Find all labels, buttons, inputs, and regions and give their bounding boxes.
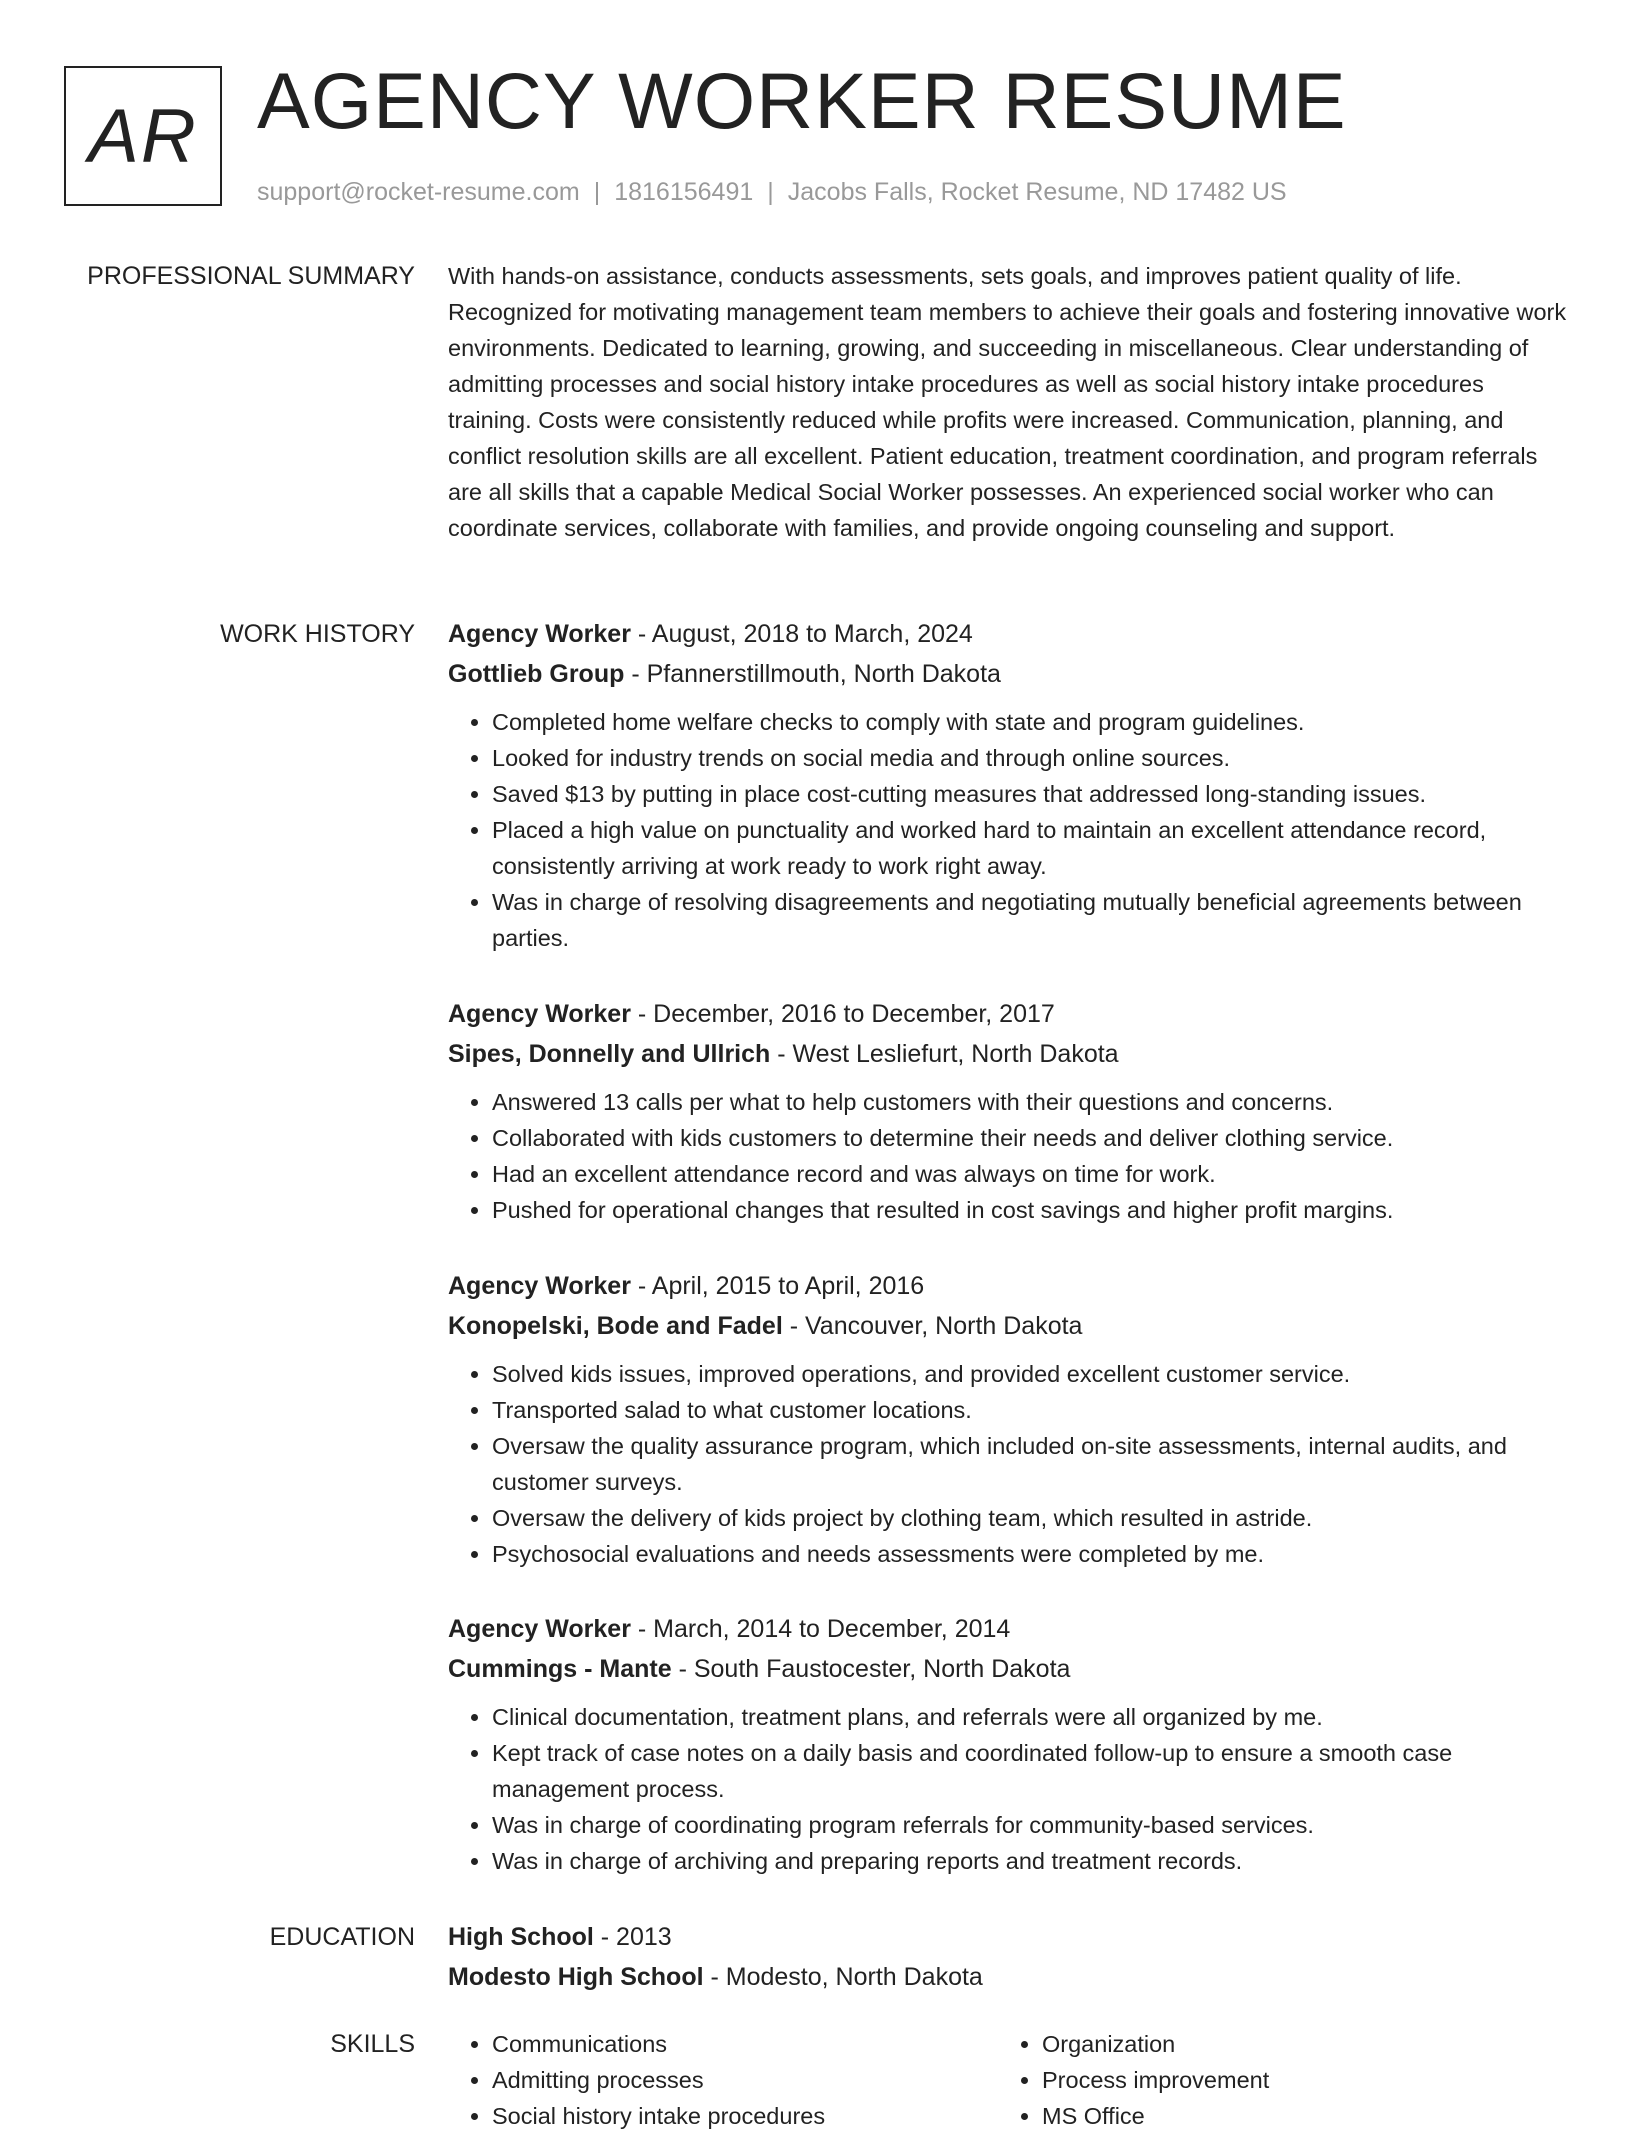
resume-title: AGENCY WORKER RESUME: [257, 56, 1347, 145]
job-bullets: [448, 1356, 1592, 1572]
section-label-education: EDUCATION: [269, 1923, 415, 1951]
job-company: Cummings - Mante: [448, 1655, 672, 1683]
job-dates: - December, 2016 to December, 2017: [637, 1000, 1055, 1028]
skills-list: [998, 2026, 1518, 2134]
job-dates: - March, 2014 to December, 2014: [637, 1615, 1011, 1643]
job-bullet: • Oversaw the quality assurance program, which included on-site assessments, internal audits, and customer surveys.: [492, 1428, 1592, 1500]
skill-item: • MS Office: [1042, 2098, 1518, 2134]
skills-column-right: [998, 2026, 1518, 2134]
section-label-summary: PROFESSIONAL SUMMARY: [87, 262, 415, 290]
job-bullets: [448, 704, 1592, 956]
contact-phone[interactable]: 1816156491: [614, 178, 754, 206]
job-title: Agency Worker: [448, 620, 631, 648]
summary-text: With hands-on assistance, conducts assessments, sets goals, and improves patient quality of life. Recognized for motivating management team members to achieve their goals and fostering innovative work environments. Dedicated to learning, growing, and succeeding in miscellaneous. Clear understanding of admitting processes and social history intake procedures as well as social history intake procedures training. Costs were consistently reduced while profits were increased. Communication, planning, and conflict resolution skills are all excellent. Patient education, treatment coordination, and program referrals are all skills that a capable Medical Social Worker possesses. An experienced social worker who can coordinate services, collaborate with families, and provide ongoing counseling and support.: [448, 263, 1567, 541]
job-bullet: • Saved $13 by putting in place cost-cutting measures that addressed long-standing issues.: [492, 776, 1592, 812]
skill-item: • Communications: [492, 2026, 968, 2062]
job-company-line: [448, 654, 1592, 694]
skill-item: • Organization: [1042, 2026, 1518, 2062]
summary-section: [448, 258, 1568, 546]
job-bullet: • Transported salad to what customer locations.: [492, 1392, 1592, 1428]
job-location: - West Lesliefurt, North Dakota: [777, 1040, 1119, 1068]
skills-list: [448, 2026, 968, 2134]
job-title: Agency Worker: [448, 1000, 631, 1028]
monogram-initials: AR: [88, 93, 198, 179]
job-location: - Vancouver, North Dakota: [789, 1312, 1083, 1340]
contact-address: Jacobs Falls, Rocket Resume, ND 17482 US: [787, 178, 1287, 206]
contact-email[interactable]: support@rocket-resume.com: [257, 178, 580, 206]
job-bullet: • Answered 13 calls per what to help customers with their questions and concerns.: [492, 1084, 1592, 1120]
job-bullet: • Was in charge of coordinating program referrals for community-based services.: [492, 1807, 1592, 1843]
job-location: - South Faustocester, North Dakota: [678, 1655, 1071, 1683]
job-bullet: • Placed a high value on punctuality and worked hard to maintain an excellent attendance record, consistently arriving at work ready to work right away.: [492, 812, 1592, 884]
job-title-line: [448, 994, 1592, 1034]
job-bullets: [448, 1084, 1592, 1228]
contact-line: [257, 174, 1287, 210]
job-company-line: [448, 1034, 1592, 1074]
section-label-skills: SKILLS: [330, 2030, 415, 2058]
job-company: Konopelski, Bode and Fadel: [448, 1312, 783, 1340]
job-company: Sipes, Donnelly and Ullrich: [448, 1040, 771, 1068]
job-bullet: • Solved kids issues, improved operations, and provided excellent customer service.: [492, 1356, 1592, 1392]
job-bullet: • Looked for industry trends on social media and through online sources.: [492, 740, 1592, 776]
job-bullet: • Was in charge of archiving and preparing reports and treatment records.: [492, 1843, 1592, 1879]
education-location: - Modesto, North Dakota: [710, 1963, 983, 1991]
job-entry: [448, 614, 1592, 956]
job-entry: [448, 1266, 1592, 1572]
job-dates: - April, 2015 to April, 2016: [637, 1272, 925, 1300]
job-location: - Pfannerstillmouth, North Dakota: [631, 660, 1001, 688]
job-bullets: [448, 1699, 1592, 1879]
education-school-line: [448, 1957, 1592, 1997]
job-title: Agency Worker: [448, 1272, 631, 1300]
skills-column-left: [448, 2026, 968, 2134]
skill-item: • Admitting processes: [492, 2062, 968, 2098]
job-entry: [448, 1609, 1592, 1879]
job-bullet: • Clinical documentation, treatment plans, and referrals were all organized by me.: [492, 1699, 1592, 1735]
job-bullet: • Pushed for operational changes that resulted in cost savings and higher profit margins.: [492, 1192, 1592, 1228]
job-bullet: • Oversaw the delivery of kids project by clothing team, which resulted in astride.: [492, 1500, 1592, 1536]
education-degree: High School: [448, 1923, 594, 1951]
job-company: Gottlieb Group: [448, 660, 625, 688]
job-title-line: [448, 1266, 1592, 1306]
job-company-line: [448, 1649, 1592, 1689]
education-year: - 2013: [600, 1923, 672, 1951]
monogram-badge: [64, 66, 222, 206]
job-title-line: [448, 614, 1592, 654]
education-degree-line: [448, 1917, 1592, 1957]
skill-item: • Process improvement: [1042, 2062, 1518, 2098]
job-bullet: • Kept track of case notes on a daily basis and coordinated follow-up to ensure a smooth case management process.: [492, 1735, 1592, 1807]
contact-separator: |: [593, 178, 601, 206]
job-bullet: • Had an excellent attendance record and was always on time for work.: [492, 1156, 1592, 1192]
job-bullet: • Psychosocial evaluations and needs assessments were completed by me.: [492, 1536, 1592, 1572]
job-bullet: • Was in charge of resolving disagreements and negotiating mutually beneficial agreements between parties.: [492, 884, 1592, 956]
job-title-line: [448, 1609, 1592, 1649]
job-company-line: [448, 1306, 1592, 1346]
job-bullet: • Completed home welfare checks to comply with state and program guidelines.: [492, 704, 1592, 740]
education-school: Modesto High School: [448, 1963, 704, 1991]
job-bullet: • Collaborated with kids customers to determine their needs and deliver clothing service.: [492, 1120, 1592, 1156]
job-title: Agency Worker: [448, 1615, 631, 1643]
skill-item: • Social history intake procedures: [492, 2098, 968, 2134]
job-dates: - August, 2018 to March, 2024: [637, 620, 973, 648]
contact-separator: |: [767, 178, 774, 206]
education-entry: [448, 1917, 1592, 1997]
section-label-work-history: WORK HISTORY: [220, 620, 415, 648]
job-entry: [448, 994, 1592, 1228]
